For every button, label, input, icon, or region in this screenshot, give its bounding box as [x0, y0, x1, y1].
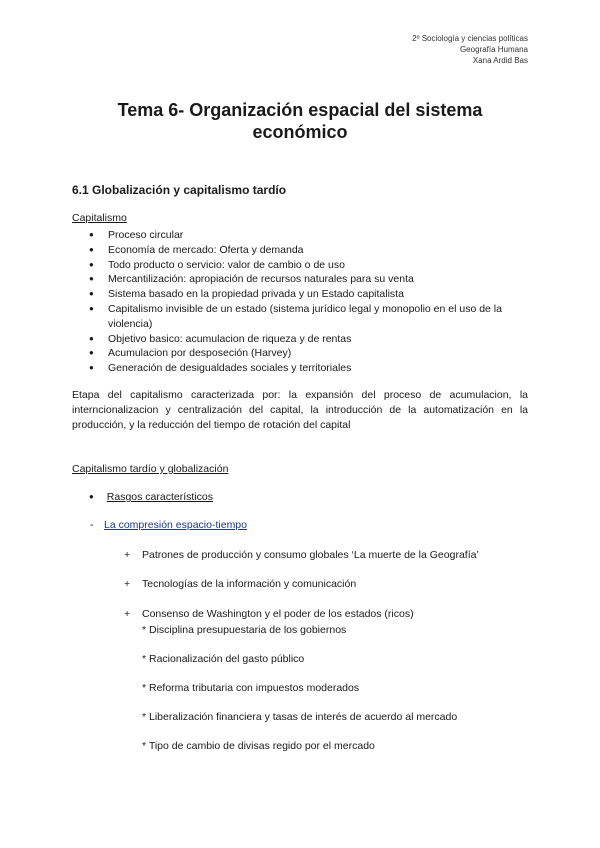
plus-item-text: Patrones de producción y consumo globales ‘La muerte de la Geografía’ — [142, 549, 479, 561]
page-title — [72, 99, 528, 143]
definition-paragraph: Etapa del capitalismo caracterizada por: la expansión del proceso de acumulacion, la interncionalizacion y centralización del capital, la introducción de la automatización en la producción, y la reducción del tiempo de rotación del capital — [72, 389, 528, 431]
list-item: ● Generación de desigualdades sociales y territoriales — [72, 361, 528, 376]
plus-icon: + — [124, 549, 131, 561]
compresion-item — [90, 519, 247, 531]
compresion-label: La compresión espacio-tiempo — [104, 519, 247, 531]
star-item: * Racionalización del gasto público — [142, 653, 305, 665]
star-item: * Disciplina presupuestaria de los gobiernos — [142, 624, 347, 636]
list-item: ● Todo producto o servicio: valor de cambio o de uso — [72, 258, 528, 273]
list-item: ● Capitalismo invisible de un estado (sistema jurídico legal y monopolio en el uso de la violencia) — [72, 302, 528, 332]
plus-item-text: Tecnologías de la información y comunicación — [142, 578, 357, 590]
plus-icon: + — [124, 578, 131, 590]
header-author: Xana Ardid Bas — [472, 56, 528, 65]
list-item: ● Sistema basado en la propiedad privada y un Estado capitalista — [72, 287, 528, 302]
page-title-line-2: económico — [252, 122, 348, 142]
list-item: ● Objetivo basico: acumulacion de riqueza y de rentas — [72, 332, 528, 347]
header-course: 2º Sociología y ciencias políticas — [412, 34, 528, 43]
header-subject: Geografía Humana — [459, 45, 528, 54]
plus-item-text: Consenso de Washington y el poder de los estados (ricos) — [142, 608, 414, 620]
rasgos-label: Rasgos característicos — [106, 491, 213, 503]
bullet-dot-icon: ● — [89, 492, 94, 501]
list-item: ● Acumulacion por desposeción (Harvey) — [72, 346, 528, 361]
list-item: ● Proceso circular — [72, 228, 528, 243]
capitalismo-label: Capitalismo — [72, 212, 127, 224]
star-item: * Reforma tributaria con impuestos moderados — [142, 682, 360, 694]
section-heading: 6.1 Globalización y capitalismo tardío — [72, 183, 287, 197]
dash-marker: - — [90, 519, 94, 531]
star-item: * Liberalización financiera y tasas de interés de acuerdo al mercado — [142, 711, 458, 723]
subsection-heading: Capitalismo tardío y globalización — [72, 463, 229, 475]
list-item: ● Economía de mercado: Oferta y demanda — [72, 243, 528, 258]
capitalismo-list — [72, 228, 528, 376]
bullet-rasgos — [89, 490, 213, 505]
list-item: ● Mercantilización: apropiación de recursos naturales para su venta — [72, 272, 528, 287]
plus-icon: + — [124, 608, 131, 620]
document-header — [412, 33, 528, 66]
page-title-line-1: Tema 6- Organización espacial del sistema — [117, 100, 483, 120]
star-item: * Tipo de cambio de divisas regido por el mercado — [142, 740, 375, 752]
